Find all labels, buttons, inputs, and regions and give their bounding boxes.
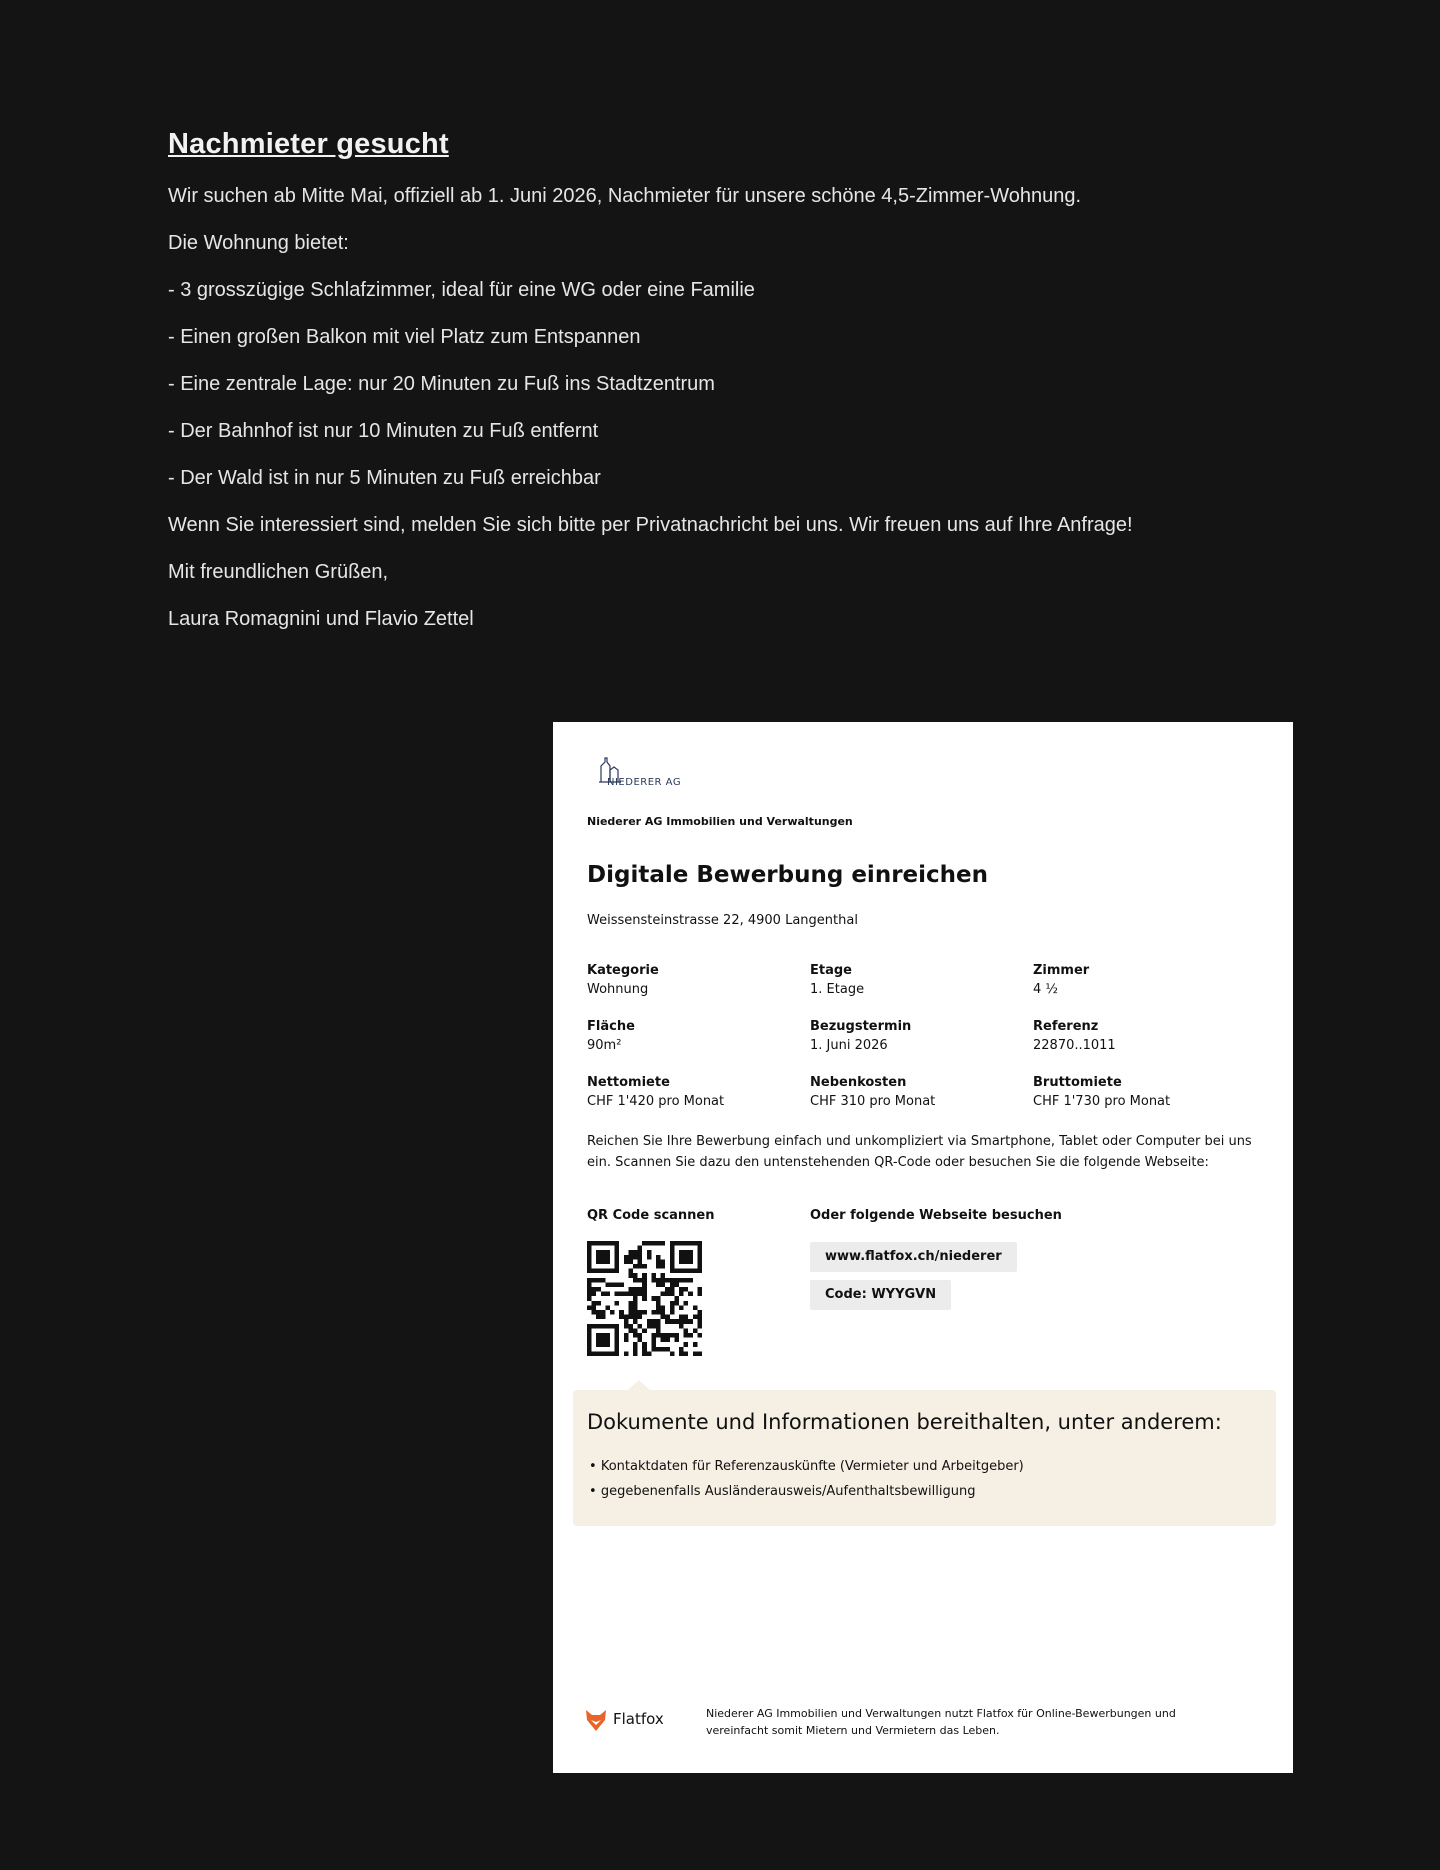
post-paragraph: Wir suchen ab Mitte Mai, offiziell ab 1. Juni 2026, Nachmieter für unsere schöne 4,5-Zimmer-Wohnung. <box>168 185 1082 207</box>
application-intro: Reichen Sie Ihre Bewerbung einfach und unkompliziert via Smartphone, Tablet oder Computer bei uns ein. Scannen Sie dazu den untenstehenden QR-Code oder besuchen Sie die folgende Webseite: <box>587 1134 1252 1170</box>
detail-label: Fläche <box>587 1019 635 1034</box>
post-paragraph: Wenn Sie interessiert sind, melden Sie sich bitte per Privatnachricht bei uns. Wir freuen uns auf Ihre Anfrage! <box>168 514 1133 536</box>
detail-value: CHF 1'730 pro Monat <box>1033 1094 1171 1109</box>
post <box>168 128 1308 653</box>
website-label: Oder folgende Webseite besuchen <box>810 1208 1062 1223</box>
documents-list <box>589 1454 1024 1504</box>
detail-label: Bezugstermin <box>810 1019 912 1034</box>
detail-label: Referenz <box>1033 1019 1099 1034</box>
post-paragraph: Mit freundlichen Grüßen, <box>168 561 389 583</box>
company-name: Niederer AG Immobilien und Verwaltungen <box>587 815 853 828</box>
detail-label: Etage <box>810 963 852 978</box>
post-title: Nachmieter gesucht <box>168 128 449 160</box>
detail-value: CHF 1'420 pro Monat <box>587 1094 725 1109</box>
post-paragraph: - Der Wald ist in nur 5 Minuten zu Fuß erreichbar <box>168 467 601 489</box>
detail-value: 1. Etage <box>810 982 865 997</box>
application-flyer <box>553 722 1293 1773</box>
documents-box <box>573 1390 1276 1526</box>
post-paragraph: - Eine zentrale Lage: nur 20 Minuten zu Fuß ins Stadtzentrum <box>168 373 715 395</box>
detail-etage <box>810 962 1033 999</box>
detail-nebenkosten <box>810 1074 1033 1111</box>
documents-box-notch <box>628 1380 650 1390</box>
flatfox-fox-icon <box>585 1708 607 1732</box>
detail-value: Wohnung <box>587 982 649 997</box>
detail-bezugstermin <box>810 1018 1033 1055</box>
documents-list-item: • Kontaktdaten für Referenzauskünfte (Vermieter und Arbeitgeber) <box>589 1454 1024 1479</box>
detail-referenz <box>1033 1018 1267 1055</box>
footer-text: Niederer AG Immobilien und Verwaltungen nutzt Flatfox für Online-Bewerbungen und vereinfacht somit Mietern und Vermietern das Leben. <box>706 1707 1176 1737</box>
company-logo <box>587 754 707 794</box>
post-paragraph: - Der Bahnhof ist nur 10 Minuten zu Fuß entfernt <box>168 420 599 442</box>
detail-zimmer <box>1033 962 1267 999</box>
detail-label: Zimmer <box>1033 963 1090 978</box>
application-code: Code: WYYGVN <box>810 1280 951 1310</box>
post-paragraph: - 3 grosszügige Schlafzimmer, ideal für eine WG oder eine Familie <box>168 279 755 301</box>
qr-code-icon[interactable] <box>587 1241 702 1356</box>
documents-title: Dokumente und Informationen bereithalten, unter anderem: <box>587 1410 1222 1434</box>
detail-bruttomiete <box>1033 1074 1267 1111</box>
detail-kategorie <box>587 962 810 999</box>
detail-label: Nettomiete <box>587 1075 670 1090</box>
post-paragraph: - Einen großen Balkon mit viel Platz zum Entspannen <box>168 326 641 348</box>
detail-label: Bruttomiete <box>1033 1075 1122 1090</box>
documents-list-item: • gegebenenfalls Ausländerausweis/Aufenthaltsbewilligung <box>589 1479 1024 1504</box>
detail-value: 4 ½ <box>1033 982 1059 997</box>
detail-nettomiete <box>587 1074 810 1111</box>
post-paragraph: Die Wohnung bietet: <box>168 232 349 254</box>
detail-value: CHF 310 pro Monat <box>810 1094 936 1109</box>
flatfox-brand: Flatfox <box>613 1710 664 1728</box>
qr-label: QR Code scannen <box>587 1208 715 1223</box>
property-details <box>587 962 1267 1111</box>
detail-value: 1. Juni 2026 <box>810 1038 888 1053</box>
logo-text: NIEDERER AG <box>607 777 682 788</box>
detail-label: Nebenkosten <box>810 1075 907 1090</box>
post-paragraph: Laura Romagnini und Flavio Zettel <box>168 608 474 630</box>
flyer-title: Digitale Bewerbung einreichen <box>587 862 988 888</box>
flatfox-logo <box>585 1705 675 1735</box>
detail-value: 90m² <box>587 1038 622 1053</box>
property-address: Weissensteinstrasse 22, 4900 Langenthal <box>587 913 858 928</box>
website-link[interactable]: www.flatfox.ch/niederer <box>810 1242 1017 1272</box>
detail-label: Kategorie <box>587 963 659 978</box>
detail-flaeche <box>587 1018 810 1055</box>
detail-value: 22870..1011 <box>1033 1038 1116 1053</box>
